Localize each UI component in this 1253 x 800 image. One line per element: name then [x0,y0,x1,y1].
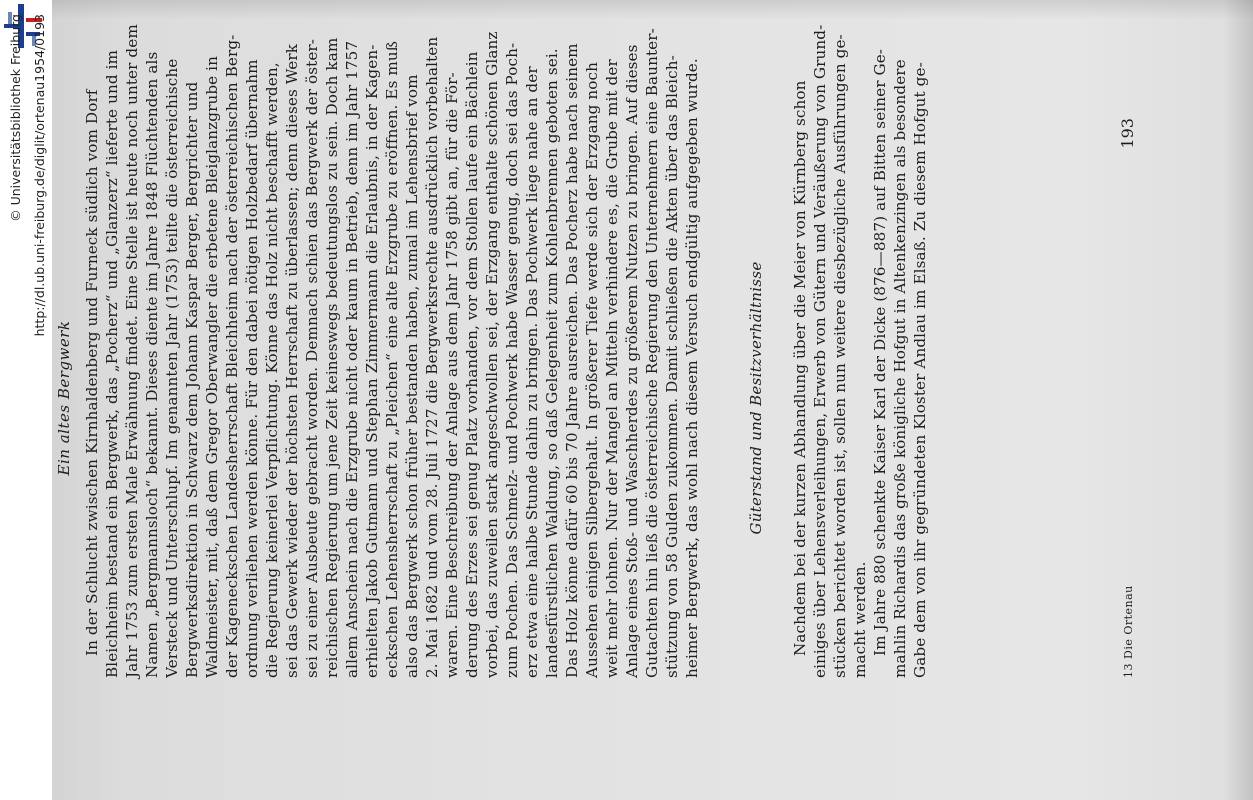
footer-signature: 13 Die Ortenau [1122,585,1135,678]
text-line: Anlage eines Stoß- und Waschherdes zu größerem Nutzen zu bringen. Auf dieses [623,44,641,678]
text-line: Jahr 1753 zum ersten Male Erwähnung findet. Eine Stelle ist heute noch unter dem [123,24,141,678]
text-line: Bergwerksdirektion in Schwarz dem Johann Kaspar Berger, Bergrichter und [183,81,201,678]
text-line: ordnung verliehen werden könne. Für den dabei nötigen Holzbedarf übernahm [243,59,261,678]
text-line: einiges über Lehensverleihungen, Erwerb von Gütern und Veräußerung von Grund- [811,24,829,678]
text-line: derung des Erzes sei genug Platz vorhanden, vor dem Stollen laufe ein Bächlein [463,51,481,678]
text-line: Waldmeister, mit, daß dem Gregor Oberwangler die erbetene Bleiglanzgrube in [203,55,221,678]
text-line: allem Anschein nach die Erzgrube nicht oder kaum in Betrieb, denn im Jahr 1757 [343,40,361,678]
text-line: Aussehen einigen Silbergehalt. In größerer Tiefe werde sich der Erzgang noch [583,62,601,678]
text-line: erz etwa eine halbe Stunde dahin zu bringen. Das Pochwerk liege nahe an der [523,66,541,678]
text-line: vorbei, das zuweilen stark angeschwollen sei, der Erzgang enthalte schönen Glanz [483,31,501,678]
text-line: weit mehr lohnen. Nur der Mangel an Mitteln verhindere es, die Grube mit der [603,59,621,678]
text-line: stützung von 58 Gulden zukommen. Damit schließen die Akten über das Bleich- [663,55,681,678]
text-line: erhielten Jakob Gutmann und Stephan Zimmermann die Erlaubnis, in der Kagen- [363,44,381,678]
text-line: Im Jahre 880 schenkte Kaiser Karl der Dicke (876—887) auf Bitten seiner Ge- [871,48,889,656]
text-line: Nachdem bei der kurzen Abhandlung über die Meier von Kürnberg schon [791,80,809,656]
text-line: 2. Mai 1682 und vom 28. Juli 1727 die Bergwerksrechte ausdrücklich vorbehalten [423,36,441,678]
source-url[interactable]: http://dl.ub.uni-freiburg.de/diglit/ortenau1954/0193 [32,14,47,337]
text-line: reichischen Regierung um jene Zeit keineswegs bedeutungslos zu sein. Doch kam [323,37,341,678]
text-line: die Regierung keinerlei Verpflichtung. Könne das Holz nicht beschafft werden, [263,62,281,678]
running-header: Ein altes Bergwerk [55,320,73,476]
text-line: heimer Bergwerk, das wohl nach diesem Versuch endgültig aufgegeben wurde. [683,58,701,678]
text-line: Namen „Bergmannsloch“ bekannt. Dieses diente im Jahre 1848 Flüchtenden als [143,51,161,678]
credit-line [0,0,52,800]
text-line: Bleichheim bestand ein Bergwerk, das „Pocherz“ und „Glanzerz“ lieferte und im [103,49,121,678]
text-line: macht werden. [851,561,869,678]
text-line: sei zu einer Ausbeute gebracht worden. Demnach schien das Bergwerk der öster- [303,38,321,678]
text-line: Das Holz könne dafür 60 bis 70 Jahre ausreichen. Das Pocherz habe nach seinem [563,43,581,678]
section-heading: Güterstand und Besitzverhältnisse [747,261,765,535]
text-line: eckschen Lehensherrschaft zu „Pleichen“ eine alte Erzgrube zu eröffnen. Es muß [383,40,401,678]
text-line: Versteck und Unterschlupf. Im genannten Jahr (1753) teilte die österreichische [163,58,181,678]
text-line: zum Pochen. Das Schmelz- und Pochwerk habe Wasser genug, doch sei das Poch- [503,42,521,678]
text-line: der Kageneckschen Landesherrschaft Bleichheim nach der österreichischen Berg- [223,34,241,678]
side-strip [0,0,52,800]
page-content [52,0,1253,800]
text-line: mahlin Richardis das große königliche Hofgut in Altenkenzingen als besondere [891,59,909,678]
text-line: Gutachten hin ließ die österreichische Regierung den Unternehmern eine Baunter- [643,28,661,678]
text-line: stücken berichtet worden ist, sollen nun weitere diesbezügliche Ausführungen ge- [831,34,849,678]
scanned-page [52,0,1253,800]
text-line: landesfürstlichen Waldung, so daß Gelegenheit zum Kohlenbrennen geboten sei. [543,48,561,678]
text-line: Gabe dem von ihr gegründeten Kloster Andlau im Elsaß. Zu diesem Hofgut ge- [911,62,929,678]
copyright-notice: © Universitätsbibliothek Freiburg [8,14,23,222]
text-line: also das Bergwerk schon früher bestanden haben, zumal im Lehensbrief vom [403,74,421,678]
page-number: 193 [1118,118,1137,149]
text-line: waren. Eine Beschreibung der Anlage aus dem Jahr 1758 gibt an, für die För- [443,72,461,678]
text-line: sei das Gewerk wieder der höchsten Herrschaft zu überlassen; denn dieses Werk [283,43,301,678]
text-line: In der Schlucht zwischen Kirnhaldenberg und Furneck südlich vom Dorf [83,89,101,656]
